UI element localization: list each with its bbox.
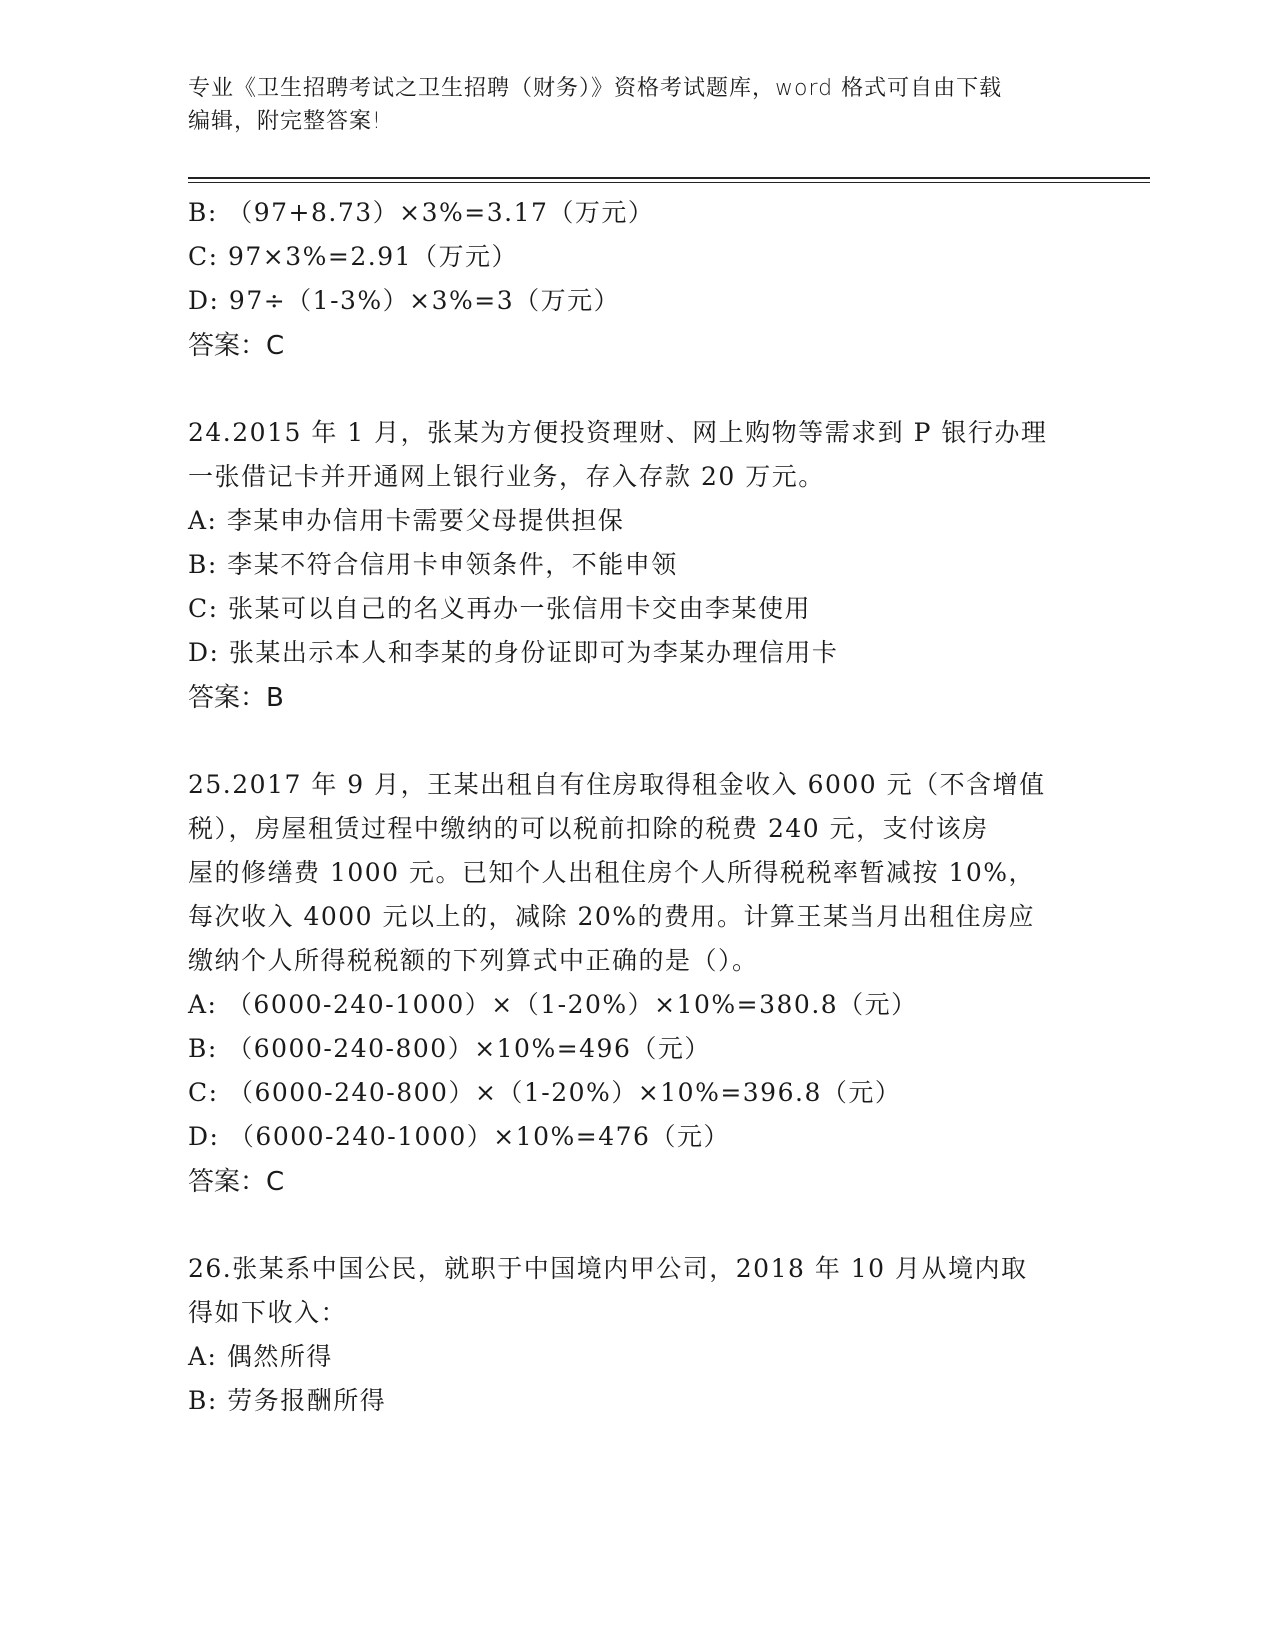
q26-option-b: B: 劳务报酬所得 [188,1386,387,1415]
q25-option-d: D: （6000-240-1000）×10%=476（元） [188,1122,730,1151]
q23-answer: 答案：C [188,331,285,361]
header-divider-thick [188,177,1150,179]
q25-answer: 答案：C [188,1167,285,1197]
header-line-2: 编辑，附完整答案! [188,109,382,134]
q25-stem-line-5: 缴纳个人所得税税额的下列算式中正确的是（）。 [188,946,759,975]
q25-option-a: A: （6000-240-1000）×（1-20%）×10%=380.8（元） [188,990,918,1019]
document-header [188,72,1088,138]
header-line-1: 专业《卫生招聘考试之卫生招聘（财务）》资格考试题库，word 格式可自由下载 [188,76,1003,101]
q24-option-c: C: 张某可以自己的名义再办一张信用卡交由李某使用 [188,594,812,623]
q26-option-a: A: 偶然所得 [188,1342,333,1371]
q25-option-b: B: （6000-240-800）×10%=496（元） [188,1034,711,1063]
q25-stem-line-4: 每次收入 4000 元以上的，减除 20%的费用。计算王某当月出租住房应 [188,902,1036,931]
q26-stem-line-1: 26.张某系中国公民，就职于中国境内甲公司，2018 年 10 月从境内取 [188,1254,1028,1283]
q25-stem-line-1: 25.2017 年 9 月，王某出租自有住房取得租金收入 6000 元（不含增值 [188,770,1046,799]
q23-option-d: D: 97÷（1-3%）×3%=3（万元） [188,286,621,315]
q24-answer: 答案：B [188,683,284,713]
q24-stem-line-2: 一张借记卡并开通网上银行业务，存入存款 20 万元。 [188,462,825,491]
q25-stem-line-2: 税），房屋租赁过程中缴纳的可以税前扣除的税费 240 元，支付该房 [188,814,989,843]
q24-stem-line-1: 24.2015 年 1 月，张某为方便投资理财、网上购物等需求到 P 银行办理 [188,418,1048,447]
q23-option-c: C: 97×3%=2.91（万元） [188,242,519,271]
q26-stem-line-2: 得如下收入： [188,1298,348,1327]
q25-option-c: C: （6000-240-800）×（1-20%）×10%=396.8（元） [188,1078,902,1107]
q23-option-b: B: （97+8.73）×3%=3.17（万元） [188,198,655,227]
q24-option-a: A: 李某申办信用卡需要父母提供担保 [188,506,625,535]
q24-option-d: D: 张某出示本人和李某的身份证即可为李某办理信用卡 [188,638,839,667]
header-divider-thin [188,182,1150,183]
q24-option-b: B: 李某不符合信用卡申领条件，不能申领 [188,550,678,579]
q25-stem-line-3: 屋的修缮费 1000 元。已知个人出租住房个人所得税税率暂减按 10%， [188,858,1036,887]
